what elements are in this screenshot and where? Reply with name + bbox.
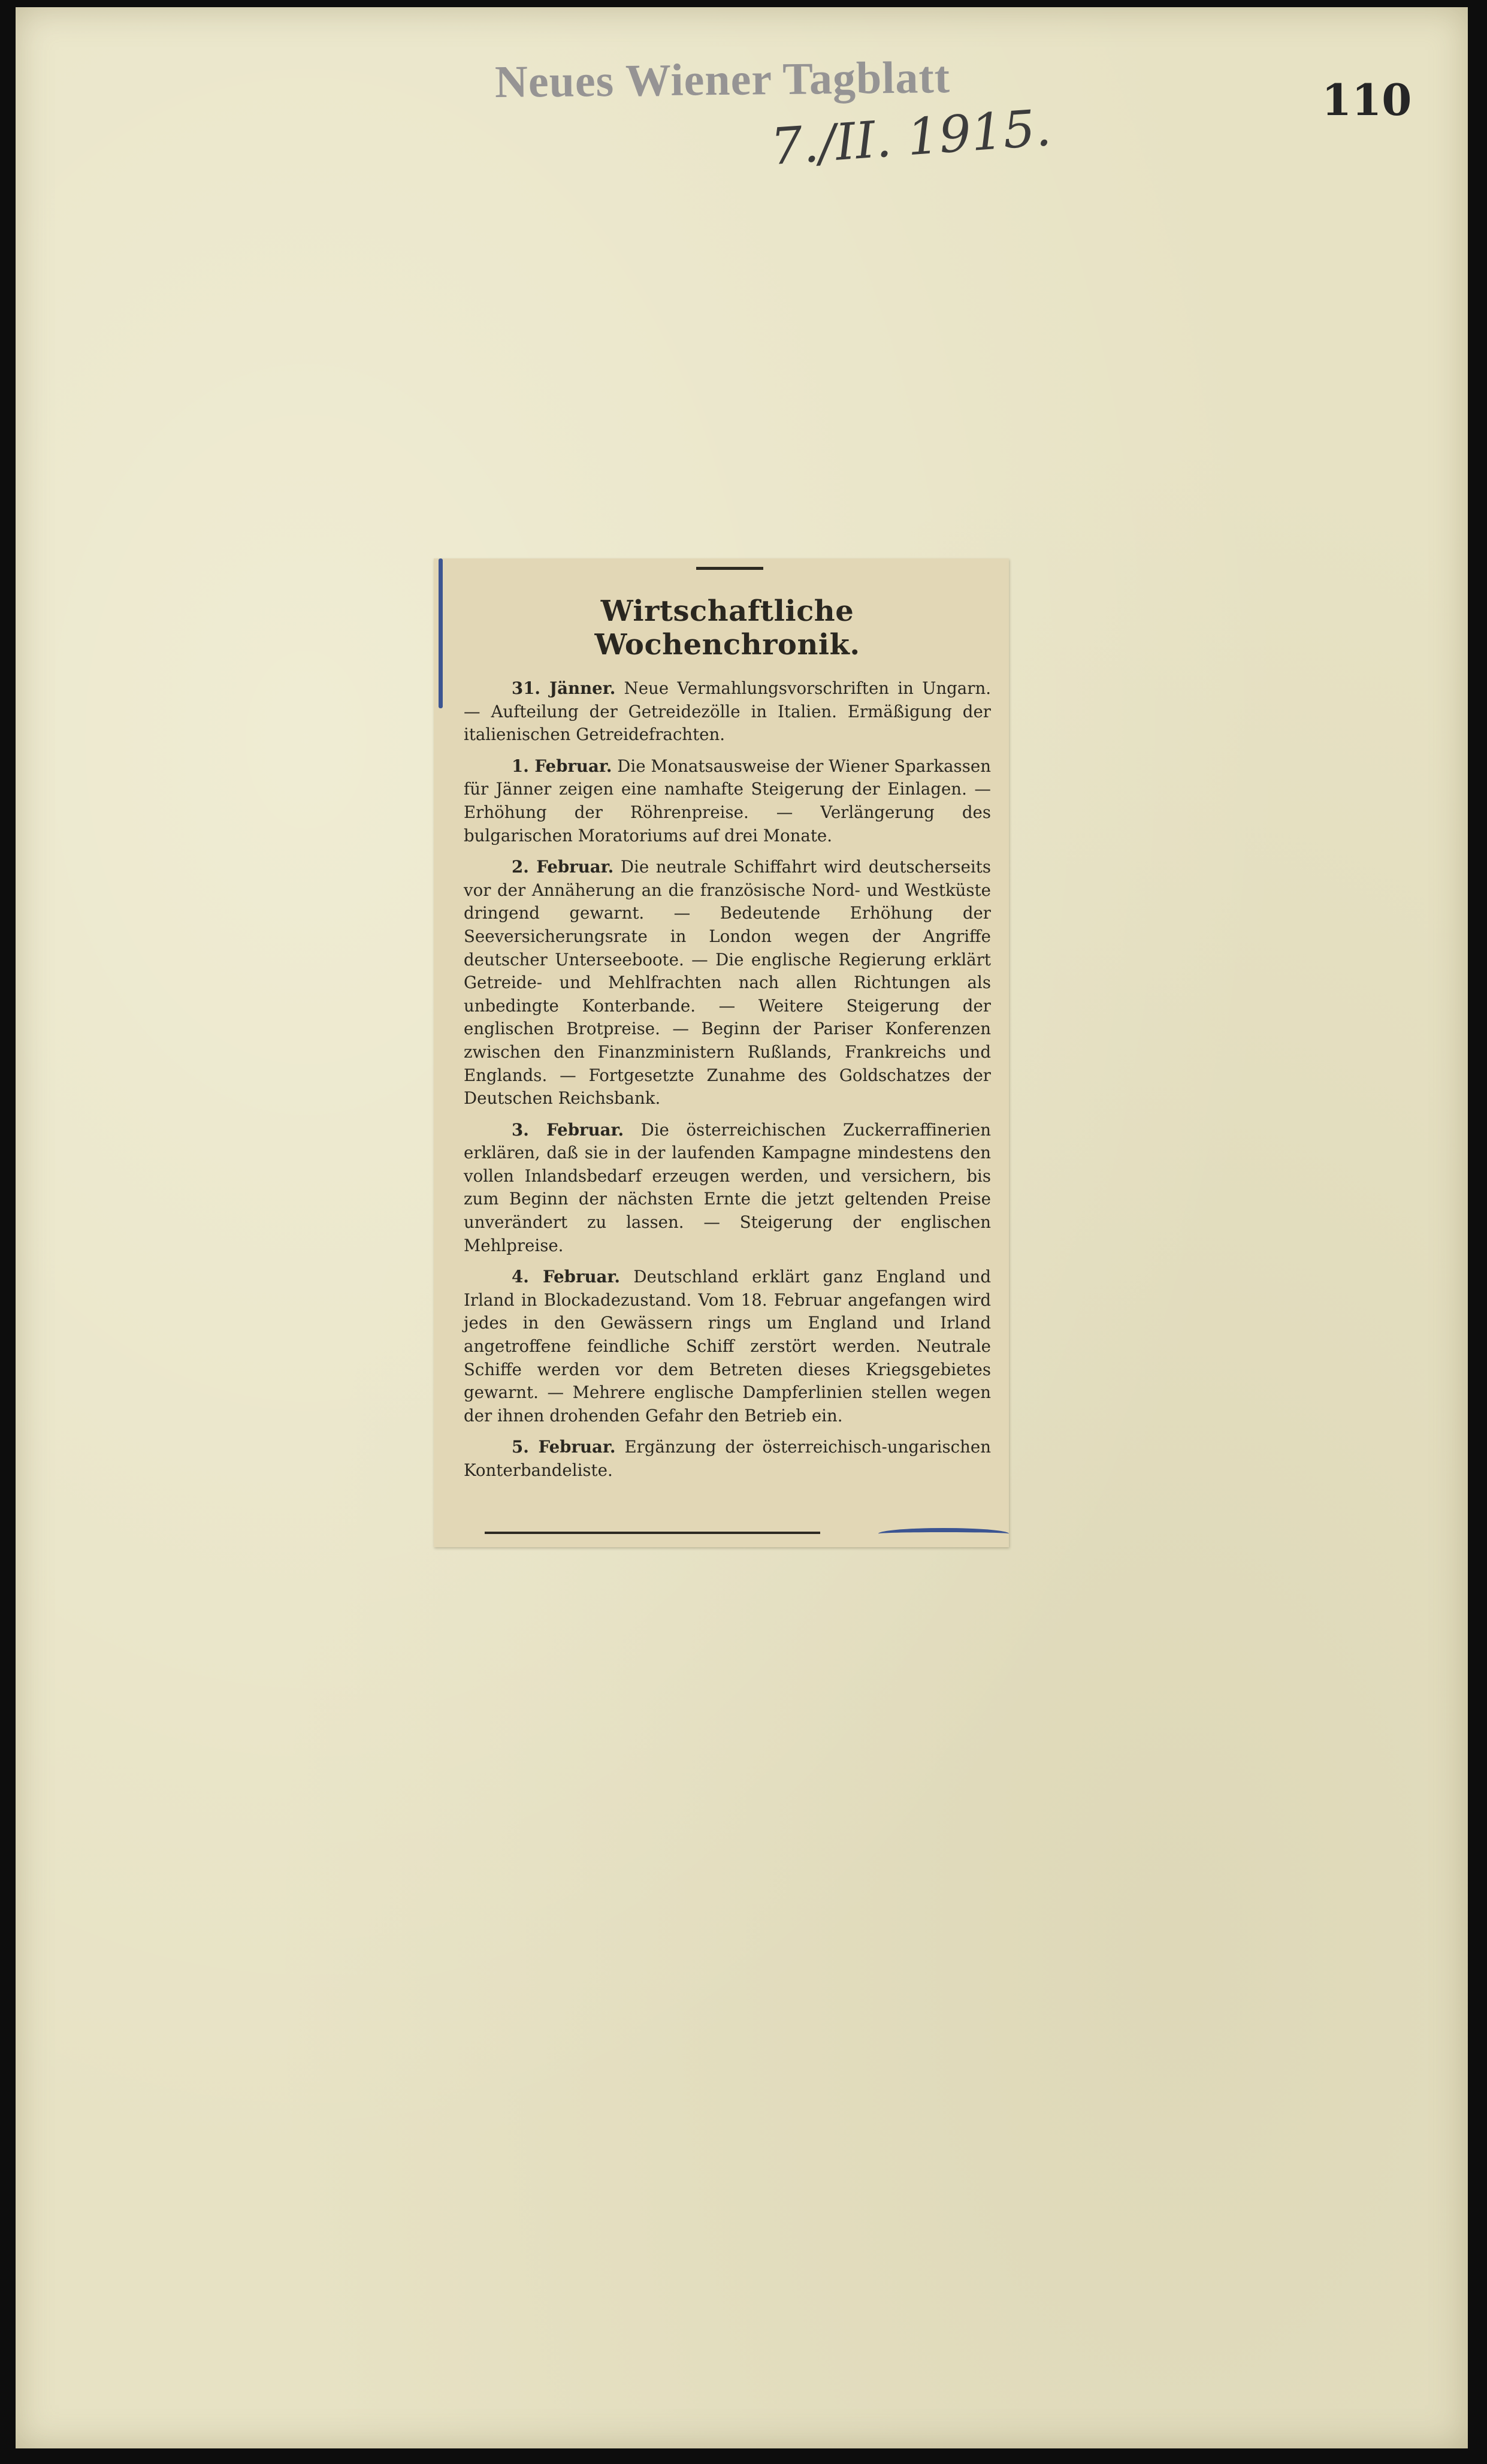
entry-date: 2. Februar. — [512, 857, 614, 877]
article-headline: Wirtschaftliche Wochenchronik. — [594, 594, 860, 662]
entry-date: 31. Jänner. — [512, 678, 616, 698]
chronicle-entry — [464, 677, 991, 747]
chronicle-entry — [464, 1436, 991, 1482]
chronicle-entry — [464, 1119, 991, 1258]
article — [464, 584, 991, 1491]
entry-text: Neue Vermahlungsvorschriften in Ungarn. — Aufteilung der Getreidezölle in Italien. Ermäßigung der italienischen Getreidefrachten. — [464, 678, 991, 745]
bottom-rule — [485, 1532, 820, 1534]
chronicle-entry — [464, 856, 991, 1110]
entry-text: Ergänzung der österreichisch-ungarischen Konterbandeliste. — [464, 1437, 991, 1480]
newspaper-clipping — [434, 558, 1009, 1547]
page-number: 110 — [1322, 74, 1412, 125]
entry-date: 3. Februar. — [512, 1119, 624, 1140]
entry-date: 5. Februar. — [512, 1437, 616, 1457]
chronicle-entry — [464, 755, 991, 847]
entry-date: 1. Februar. — [512, 756, 612, 776]
chronicle-entry — [464, 1266, 991, 1427]
entry-text: Die österreichischen Zuckerraffinerien erklären, daß sie in der laufenden Kampagne mindestens den vollen Inlandsbedarf erzeugen werden, und versichern, bis zum Beginn der nächsten Ernte die jetzt geltenden Preise unverändert zu lassen. — Steigerung der englischen Mehlpreise. — [464, 1119, 991, 1255]
entry-text: Die Monatsausweise der Wiener Sparkassen für Jänner zeigen eine namhafte Steigerung der Einlagen. — Erhöhung der Röhrenpreise. — Verlängerung des bulgarischen Moratoriums auf drei Monate. — [464, 756, 991, 846]
entry-text: Die neutrale Schiffahrt wird deutscherseits vor der Annäherung an die französische Nord- und Westküste dringend gewarnt. — Bedeutende Erhöhung der Seeversicherungsrate in London wegen der Angriffe deutscher Unterseeboote. — Die englische Regierung erklärt Getreide- und Mehlfrachten nach allen Richtungen als unbedingte Konterbande. — Weitere Steigerung der englischen Brotpreise. — Beginn der Pariser Konferenzen zwischen den Finanzministern Rußlands, Frankreichs und Englands. — Fortgesetzte Zunahme des Goldschatzes der Deutschen Reichsbank. — [464, 857, 991, 1109]
top-rule — [696, 567, 763, 570]
entry-date: 4. Februar. — [512, 1267, 621, 1287]
entry-text: Deutschland erklärt ganz England und Irland in Blockadezustand. Vom 18. Februar angefangen wird jedes in den Gewässern rings um England und Irland angetroffene feindliche Schiff zerstört werden. Neutrale Schiffe werden vor dem Betreten dieses Kriegsgebietes gewarnt. — Mehrere englische Dampferlinien stellen wegen der ihnen drohenden Gefahr den Betrieb ein. — [464, 1267, 991, 1426]
archive-sheet — [16, 7, 1468, 2448]
blue-pencil-mark — [439, 558, 443, 708]
blue-pencil-mark — [878, 1528, 1009, 1539]
newspaper-stamp: Neues Wiener Tagblatt — [494, 52, 951, 107]
handwritten-date: 7./II. 1915. — [769, 98, 1053, 177]
